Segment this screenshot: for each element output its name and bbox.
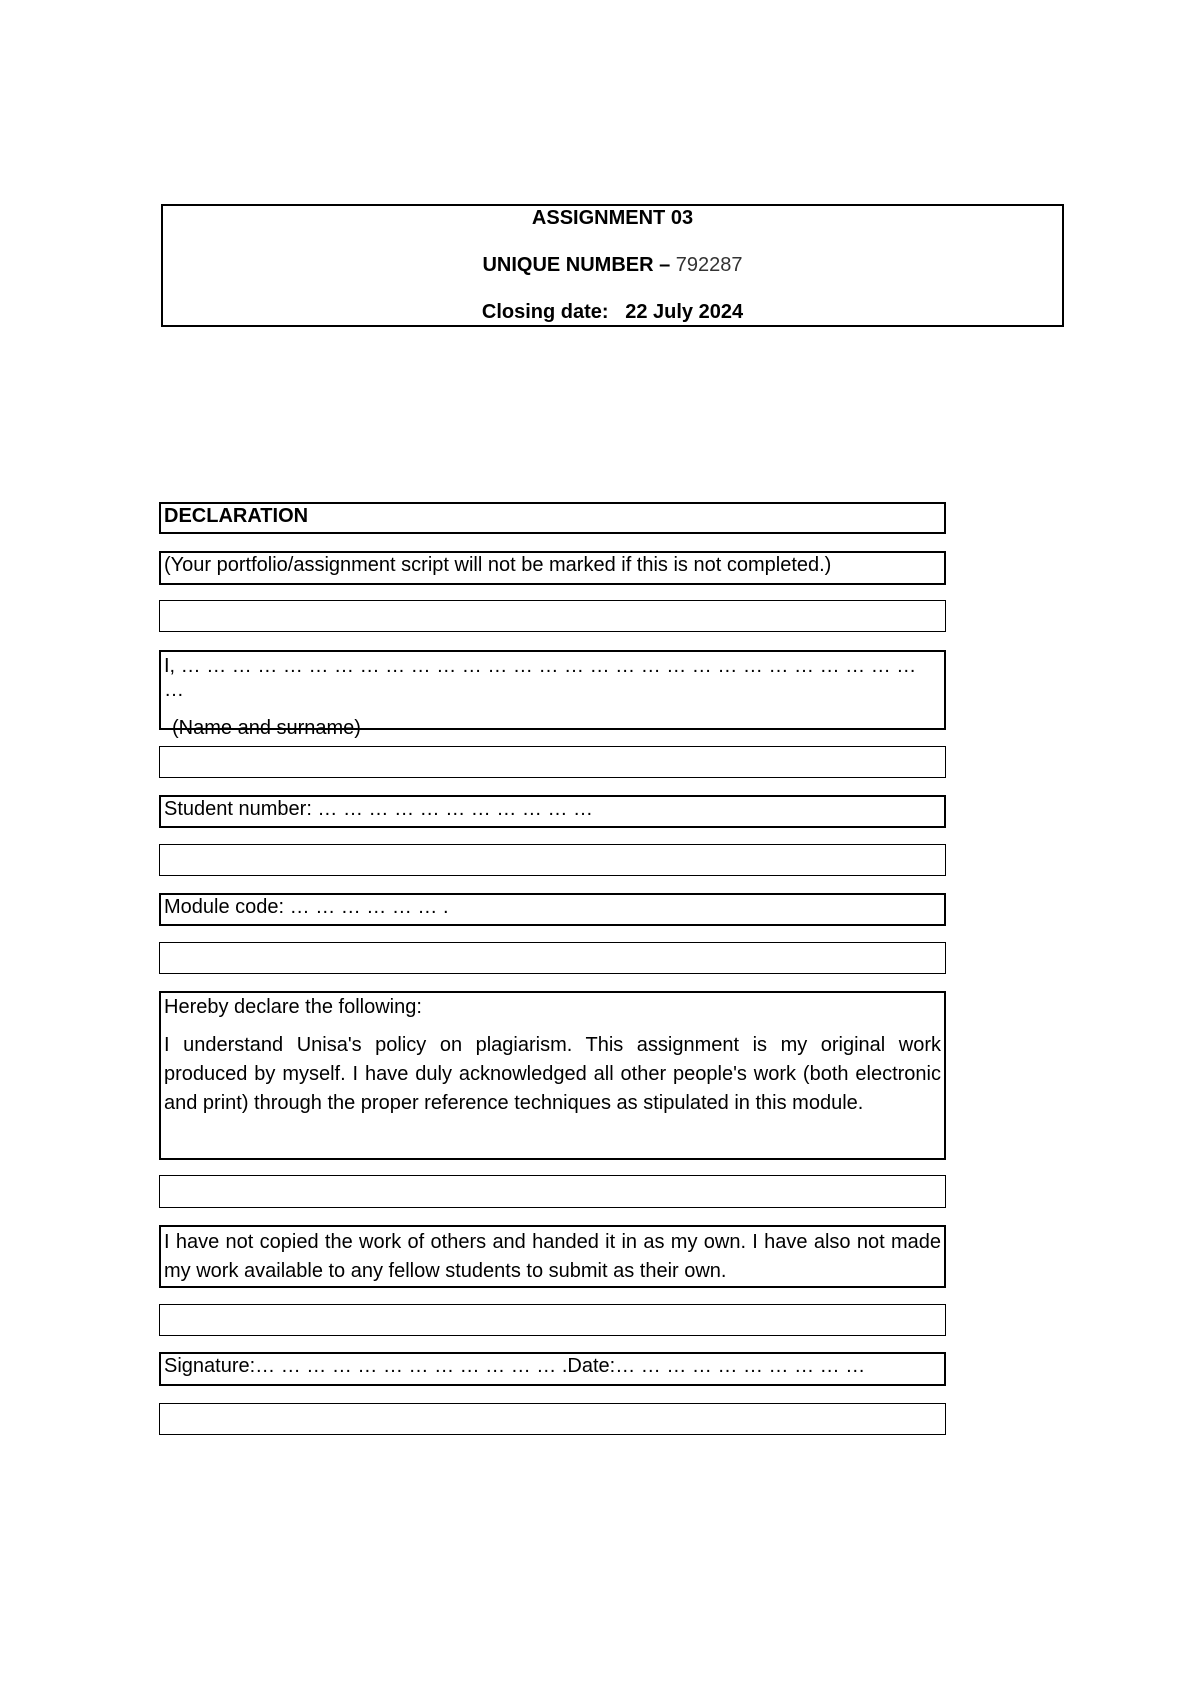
blank-row bbox=[159, 1304, 946, 1336]
module-code-field[interactable]: Module code: … … … … … … . bbox=[159, 893, 946, 926]
closing-date-value: 22 July 2024 bbox=[625, 301, 744, 323]
closing-date-label: Closing date: bbox=[481, 301, 609, 323]
blank-row bbox=[159, 1403, 946, 1435]
unique-number-line bbox=[163, 253, 1062, 277]
name-caption: (Name and surname) bbox=[172, 717, 361, 739]
name-field[interactable] bbox=[159, 650, 946, 739]
signature-date-field[interactable]: Signature:… … … … … … … … … … … … .Date:… … … … … … … … … … bbox=[159, 1352, 946, 1386]
declaration-statement bbox=[159, 991, 946, 1160]
declaration-heading: DECLARATION bbox=[159, 502, 946, 534]
blank-row bbox=[159, 746, 946, 778]
student-number-field[interactable]: Student number: … … … … … … … … … … … bbox=[159, 795, 946, 828]
blank-row bbox=[159, 844, 946, 876]
declaration-notice: (Your portfolio/assignment script will not be marked if this is not completed.) bbox=[159, 551, 946, 585]
no-copy-statement: I have not copied the work of others and handed it in as my own. I have also not made my work available to any fellow students to submit as their own. bbox=[159, 1225, 946, 1288]
closing-date-line bbox=[163, 300, 1062, 324]
blank-row bbox=[159, 600, 946, 632]
blank-row bbox=[159, 1175, 946, 1208]
name-line: I, … … … … … … … … … … … … … … … … … … … … … … … … … … … … … … bbox=[164, 655, 917, 701]
assignment-title: ASSIGNMENT 03 bbox=[531, 207, 694, 229]
declare-intro: Hereby declare the following: bbox=[164, 996, 422, 1018]
unique-number-label: UNIQUE NUMBER – bbox=[482, 254, 671, 276]
assignment-header bbox=[161, 204, 1064, 327]
plagiarism-statement: I understand Unisa's policy on plagiarism. This assignment is my original work produced by myself. I have duly acknowledged all other people's work (both electronic and print) through the proper reference techniques as stipulated in this module. bbox=[164, 1034, 941, 1114]
unique-number-value: 792287 bbox=[675, 254, 743, 276]
blank-row bbox=[159, 942, 946, 974]
